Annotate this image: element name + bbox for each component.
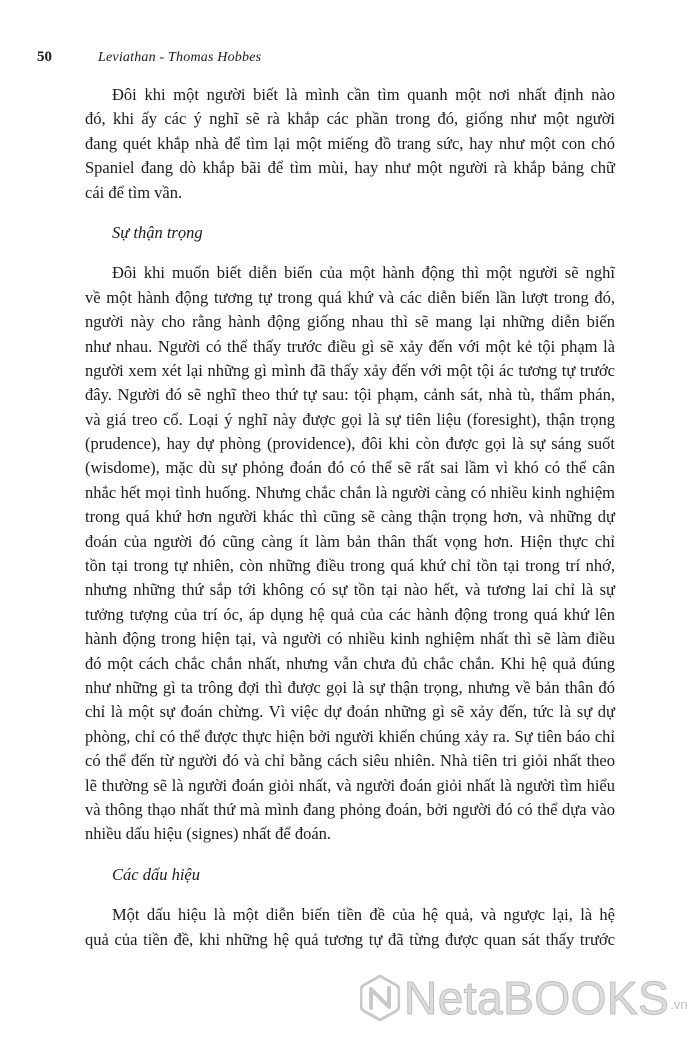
paragraph-line: có thể đến từ người đó và chỉ bằng cách siêu nhiên. Nhà tiên tri giỏi nhất theo — [85, 751, 615, 771]
paragraph-line: (wisdome), mặc dù sự phỏng đoán đó có thể sẽ rất sai lầm vì khó có thể cân — [85, 458, 615, 478]
paragraph-3 — [85, 903, 615, 952]
paragraph-line: cái để tìm vần. — [85, 182, 183, 202]
paragraph-line: đó, khi ấy các ý nghĩ sẽ rà khắp các phần trong đó, giống như một người — [85, 109, 615, 129]
paragraph-line: đây. Người đó sẽ nghĩ theo thứ tự sau: tội phạm, cảnh sát, nhà tù, thẩm phán, — [85, 385, 615, 405]
paragraph-line: nhắc hết mọi tình huống. Nhưng chắc chắn là người càng có nhiều kinh nghiệm — [85, 482, 615, 502]
netabooks-watermark — [360, 972, 688, 1024]
paragraph-line: Spaniel đang dò khắp bãi để tìm mùi, hay như một người rà khắp bảng chữ — [85, 158, 615, 178]
paragraph-line: nhiều dấu hiệu (signes) nhất để đoán. — [85, 824, 332, 844]
paragraph-line: Một dấu hiệu là một diễn biến tiền đề của hệ quả, và ngược lại, là hệ — [112, 905, 615, 925]
paragraph-1 — [85, 83, 615, 205]
section-heading-prudence: Sự thận trọng — [112, 222, 203, 242]
netabooks-logo-icon — [360, 974, 400, 1022]
paragraph-line: người này cho rằng hành động giống nhau thì sẽ mang lại những diễn biến — [85, 312, 615, 332]
watermark-brand: NetaBOOKS — [404, 972, 670, 1024]
paragraph-line: chỉ là một sự đoán chừng. Vì việc dự đoán những gì sẽ xảy đến, tức là sự dự — [85, 702, 615, 722]
paragraph-line: trong quá khứ hơn người khác thì cũng sẽ càng thận trọng hơn, và những dự — [85, 507, 615, 527]
paragraph-line: Đôi khi muốn biết diễn biến của một hành động thì một người sẽ nghĩ — [112, 263, 615, 283]
watermark-domain-suffix: .vn — [670, 997, 688, 1012]
paragraph-line: quả của tiền đề, khi những hệ quả tương tự đã từng được quan sát thấy trước — [85, 929, 615, 949]
paragraph-line: và thông thạo nhất thứ mà mình đang phỏng đoán, bởi người đó có thể dựa vào — [85, 799, 615, 819]
paragraph-line: Đôi khi một người biết là mình cần tìm quanh một nơi nhất định nào — [112, 85, 615, 104]
paragraph-line: lẽ thường sẽ là người đoán giỏi nhất, và người đoán giỏi nhất là người tìm hiểu — [85, 775, 615, 795]
paragraph-2 — [85, 261, 615, 846]
paragraph-line: nhưng những thứ sắp tới không có sự tồn tại nào hết, và tương lai chỉ là sự — [85, 580, 615, 600]
paragraph-line: và giá treo cổ. Loại ý nghĩ này được gọi là sự tiên liệu (foresight), thận trọng — [85, 409, 615, 429]
running-title: Leviathan - Thomas Hobbes — [98, 50, 262, 65]
paragraph-line: đoán của người đó cũng càng ít làm bản thân thất vọng hơn. Hiện thực chỉ — [85, 531, 615, 551]
paragraph-line: hành động trong hiện tại, và người có nhiều kinh nghiệm nhất thì sẽ làm điều — [85, 629, 615, 649]
paragraph-line: đang quét khắp nhà để tìm lại một miếng đồ trang sức, hay như một con chó — [85, 133, 615, 153]
paragraph-line: như những gì ta trông đợi thì được gọi là sự thận trọng, nhưng về bản thân đó — [85, 677, 615, 697]
running-header — [37, 48, 261, 66]
paragraph-line: như nhau. Người có thể thấy trước điều gì sẽ xảy đến với một kẻ tội phạm là — [85, 336, 615, 356]
paragraph-line: tồn tại trong tự nhiên, còn những điều trong quá khứ chỉ tồn tại trong trí nhớ, — [85, 556, 615, 576]
section-heading-signs: Các dấu hiệu — [112, 864, 200, 884]
paragraph-line: phòng, chỉ có thể được thực hiện bởi người khiến chúng xảy ra. Sự tiên báo chỉ — [85, 726, 615, 746]
paragraph-line: người xem xét lại những gì mình đã thấy xảy đến với một tội ác tương tự trước — [85, 360, 615, 380]
paragraph-line: đó một cách chắc chắn nhất, nhưng vẫn chưa đủ chắc chắn. Khi hệ quả đúng — [85, 653, 615, 673]
page-body — [85, 83, 615, 952]
paragraph-line: về một hành động tương tự trong quá khứ và các diễn biến lần lượt trong đó, — [85, 287, 615, 307]
paragraph-line: tưởng tượng của trí óc, áp dụng hệ quả của các hành động trong quá khứ lên — [85, 604, 615, 624]
page-number: 50 — [37, 49, 52, 65]
paragraph-line: (prudence), hay dự phòng (providence), đôi khi còn được gọi là sự sáng suốt — [85, 434, 615, 454]
